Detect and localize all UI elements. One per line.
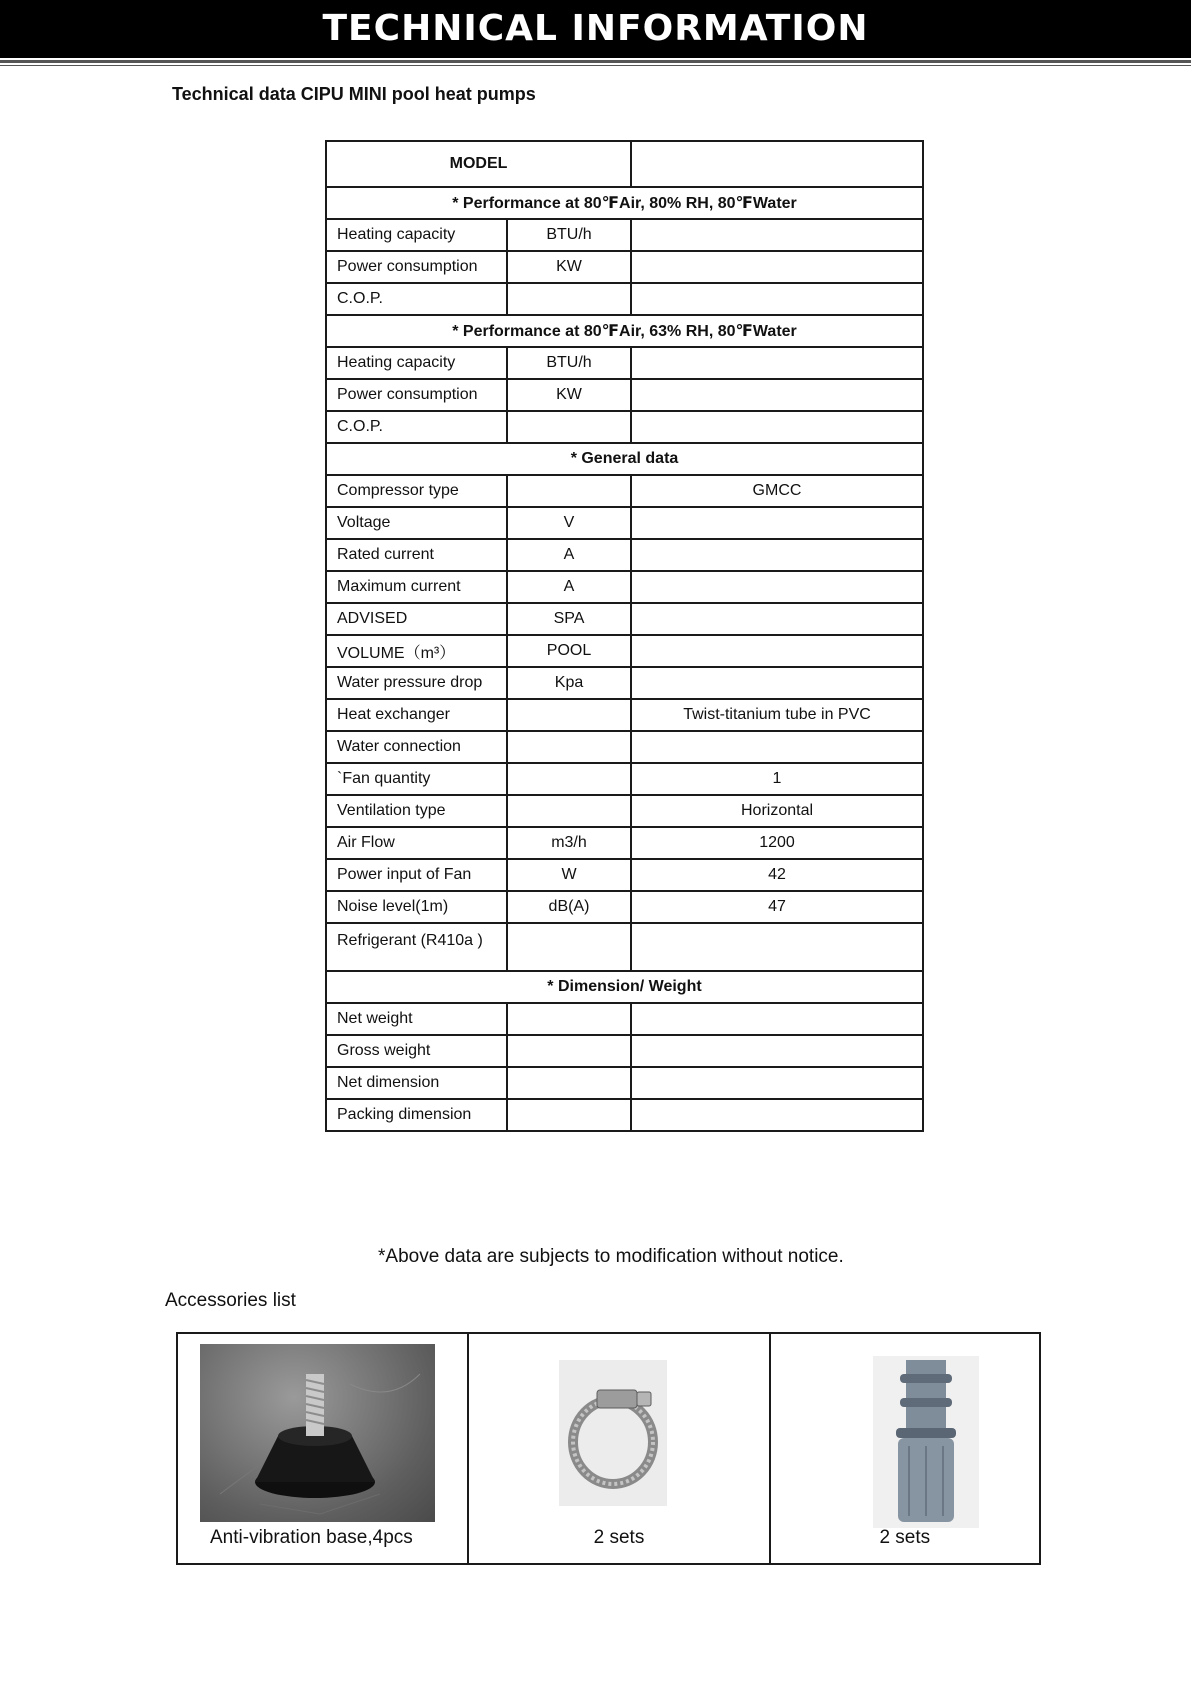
row-label: Power input of Fan	[326, 859, 507, 891]
row-label: Refrigerant (R410a )	[326, 923, 507, 971]
row-unit	[507, 1099, 631, 1131]
row-label: Water connection	[326, 731, 507, 763]
accessory-item	[771, 1334, 1039, 1563]
row-label: Heating capacity	[326, 219, 507, 251]
row-value: 1	[631, 763, 923, 795]
model-label: MODEL	[326, 141, 631, 187]
row-unit: BTU/h	[507, 219, 631, 251]
row-label: Compressor type	[326, 475, 507, 507]
section-header-row	[326, 187, 923, 219]
row-unit: BTU/h	[507, 347, 631, 379]
row-value: Horizontal	[631, 795, 923, 827]
row-label: Heating capacity	[326, 347, 507, 379]
page-subtitle: Technical data CIPU MINI pool heat pumps	[172, 84, 536, 104]
section-title: * Performance at 80℉Air, 63% RH, 80℉Water	[326, 315, 923, 347]
hose-clamp-icon	[559, 1360, 667, 1506]
table-row	[326, 475, 923, 507]
row-unit	[507, 1067, 631, 1099]
section-title: * General data	[326, 443, 923, 475]
row-label: VOLUME（m³）	[326, 635, 507, 667]
row-value	[631, 1067, 923, 1099]
page-banner: TECHNICAL INFORMATION	[0, 0, 1191, 58]
row-label: Rated current	[326, 539, 507, 571]
row-unit: KW	[507, 251, 631, 283]
row-unit	[507, 699, 631, 731]
row-value	[631, 923, 923, 971]
table-row	[326, 699, 923, 731]
row-unit: W	[507, 859, 631, 891]
row-label: Packing dimension	[326, 1099, 507, 1131]
row-value	[631, 507, 923, 539]
table-row	[326, 571, 923, 603]
row-value: 1200	[631, 827, 923, 859]
banner-rule	[0, 60, 1191, 63]
row-label: `Fan quantity	[326, 763, 507, 795]
table-row	[326, 347, 923, 379]
model-row	[326, 141, 923, 187]
section-header-row	[326, 443, 923, 475]
row-value	[631, 571, 923, 603]
row-value	[631, 379, 923, 411]
row-value	[631, 635, 923, 667]
table-row	[326, 923, 923, 971]
row-value: 47	[631, 891, 923, 923]
row-unit	[507, 731, 631, 763]
row-value	[631, 731, 923, 763]
row-value	[631, 1035, 923, 1067]
row-unit: Kpa	[507, 667, 631, 699]
accessory-caption: Anti-vibration base,4pcs	[210, 1527, 413, 1548]
anti-vibration-foot-photo	[200, 1344, 435, 1522]
row-label: Air Flow	[326, 827, 507, 859]
table-row	[326, 763, 923, 795]
row-unit: KW	[507, 379, 631, 411]
accessories-title: Accessories list	[165, 1290, 296, 1311]
table-row	[326, 1099, 923, 1131]
model-value	[631, 141, 923, 187]
table-row	[326, 1003, 923, 1035]
row-label: Voltage	[326, 507, 507, 539]
table-row	[326, 1067, 923, 1099]
row-unit: dB(A)	[507, 891, 631, 923]
row-unit	[507, 1003, 631, 1035]
hose-clamp-photo	[559, 1360, 667, 1506]
row-unit	[507, 283, 631, 315]
table-row	[326, 219, 923, 251]
row-value	[631, 251, 923, 283]
accessory-item	[178, 1334, 469, 1563]
table-row	[326, 891, 923, 923]
accessory-caption: 2 sets	[593, 1527, 645, 1548]
table-row	[326, 859, 923, 891]
pvc-connector-photo	[873, 1356, 979, 1528]
row-label: Power consumption	[326, 251, 507, 283]
table-row	[326, 635, 923, 667]
row-unit: SPA	[507, 603, 631, 635]
table-row	[326, 1035, 923, 1067]
row-value	[631, 667, 923, 699]
table-row	[326, 251, 923, 283]
row-label: C.O.P.	[326, 283, 507, 315]
row-label: Water pressure drop	[326, 667, 507, 699]
footnote: *Above data are subjects to modification without notice.	[378, 1246, 844, 1267]
row-value	[631, 347, 923, 379]
row-value	[631, 539, 923, 571]
row-label: Gross weight	[326, 1035, 507, 1067]
row-label: Net weight	[326, 1003, 507, 1035]
row-value	[631, 603, 923, 635]
row-unit: A	[507, 539, 631, 571]
row-unit: m3/h	[507, 827, 631, 859]
section-header-row	[326, 315, 923, 347]
table-row	[326, 827, 923, 859]
row-label: Net dimension	[326, 1067, 507, 1099]
row-unit	[507, 763, 631, 795]
row-unit: V	[507, 507, 631, 539]
section-header-row	[326, 971, 923, 1003]
section-title: * Performance at 80℉Air, 80% RH, 80℉Water	[326, 187, 923, 219]
row-unit	[507, 923, 631, 971]
banner-rule-thin	[0, 65, 1191, 66]
anti-vibration-foot-icon	[200, 1344, 435, 1522]
spec-table	[325, 140, 924, 1132]
row-label: Maximum current	[326, 571, 507, 603]
row-value: Twist-titanium tube in PVC	[631, 699, 923, 731]
row-label: Noise level(1m)	[326, 891, 507, 923]
row-value	[631, 1099, 923, 1131]
table-row	[326, 795, 923, 827]
row-unit	[507, 411, 631, 443]
row-unit: POOL	[507, 635, 631, 667]
section-title: * Dimension/ Weight	[326, 971, 923, 1003]
accessory-item	[469, 1334, 770, 1563]
row-value	[631, 283, 923, 315]
row-value	[631, 411, 923, 443]
table-row	[326, 411, 923, 443]
row-label: C.O.P.	[326, 411, 507, 443]
row-value	[631, 1003, 923, 1035]
table-row	[326, 667, 923, 699]
table-row	[326, 379, 923, 411]
row-value: GMCC	[631, 475, 923, 507]
row-value: 42	[631, 859, 923, 891]
pvc-connector-icon	[873, 1356, 979, 1528]
row-label: Ventilation type	[326, 795, 507, 827]
row-unit	[507, 1035, 631, 1067]
row-unit	[507, 475, 631, 507]
row-unit	[507, 795, 631, 827]
row-value	[631, 219, 923, 251]
table-row	[326, 283, 923, 315]
row-unit: A	[507, 571, 631, 603]
accessory-caption: 2 sets	[879, 1527, 931, 1548]
table-row	[326, 507, 923, 539]
table-row	[326, 539, 923, 571]
row-label: ADVISED	[326, 603, 507, 635]
row-label: Heat exchanger	[326, 699, 507, 731]
table-row	[326, 731, 923, 763]
accessories-table	[176, 1332, 1041, 1565]
table-row	[326, 603, 923, 635]
row-label: Power consumption	[326, 379, 507, 411]
